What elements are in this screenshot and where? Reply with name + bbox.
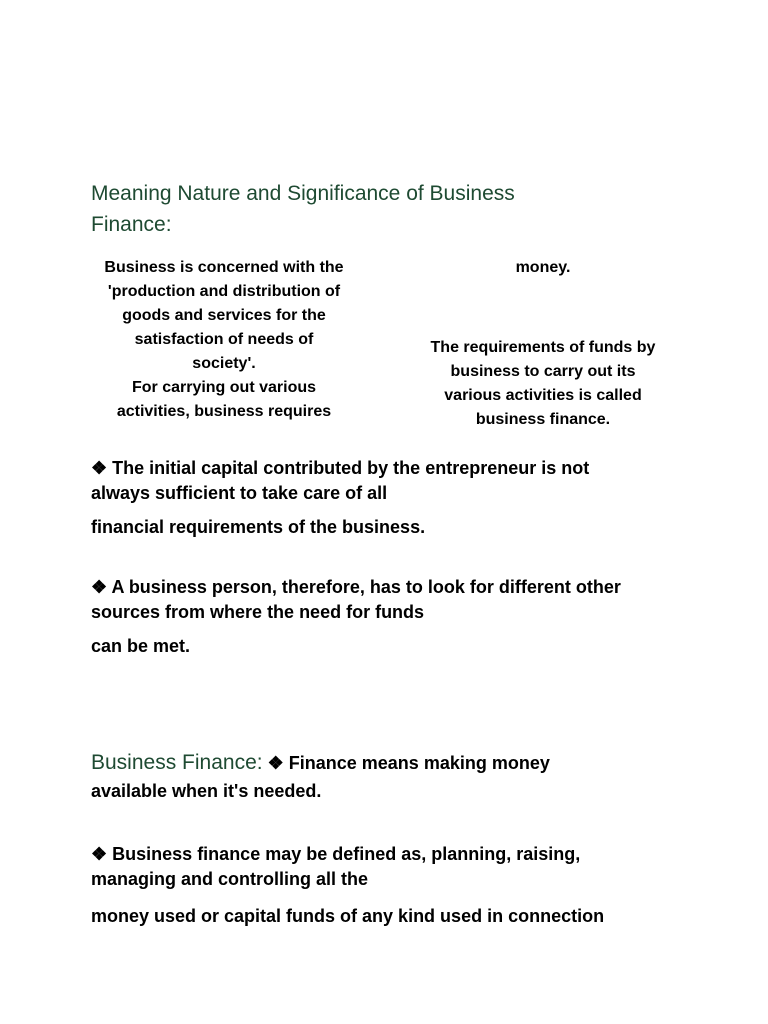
paragraph-continuation: financial requirements of the business.: [91, 517, 426, 537]
right-column-line: business finance.: [475, 411, 611, 428]
bullet-paragraph-definition: [91, 842, 691, 892]
right-column-top-line: money.: [515, 259, 571, 276]
paragraph-line: available when it's needed.: [91, 781, 322, 801]
business-finance-section: [91, 749, 691, 805]
diamond-bullet-icon: ❖: [91, 458, 108, 478]
left-column-line: For carrying out various: [131, 379, 317, 396]
left-column-text: [86, 256, 362, 424]
diamond-bullet-icon: ❖: [91, 577, 108, 597]
page-title: [91, 178, 611, 240]
paragraph-line: sources from where the need for funds: [91, 602, 425, 622]
left-column-line: satisfaction of needs of: [134, 331, 314, 348]
right-column-top-text: [412, 256, 674, 280]
left-column-line: activities, business requires: [116, 403, 332, 420]
paragraph-line: The initial capital contributed by the entrepreneur is not: [112, 458, 590, 478]
paragraph-line: Business finance may be defined as, planning, raising,: [112, 844, 581, 864]
section-heading: Business Finance:: [91, 751, 263, 774]
page-title-line-2: Finance:: [91, 213, 172, 236]
paragraph-continuation: money used or capital funds of any kind used in connection: [91, 906, 605, 926]
paragraph-line: always sufficient to take care of all: [91, 483, 388, 503]
page-title-line-1: Meaning Nature and Significance of Business: [91, 182, 515, 205]
right-column-line: business to carry out its: [450, 363, 636, 380]
bullet-paragraph-other-sources: [91, 575, 691, 625]
paragraph-continuation: can be met.: [91, 636, 191, 656]
bullet-paragraph-initial-capital: [91, 456, 691, 506]
diamond-bullet-icon: ❖: [267, 753, 284, 773]
paragraph-line: managing and controlling all the: [91, 869, 369, 889]
right-column-definition: [412, 336, 674, 432]
right-column-line: various activities is called: [444, 387, 642, 404]
right-column-line: The requirements of funds by: [430, 339, 656, 356]
left-column-line: Business is concerned with the: [104, 259, 344, 276]
left-column-line: 'production and distribution of: [107, 283, 341, 300]
paragraph-line: Finance means making money: [288, 753, 550, 773]
diamond-bullet-icon: ❖: [91, 844, 108, 864]
left-column-line: society'.: [192, 355, 256, 372]
paragraph-line: A business person, therefore, has to look for different other: [111, 577, 621, 597]
left-column-line: goods and services for the: [122, 307, 326, 324]
